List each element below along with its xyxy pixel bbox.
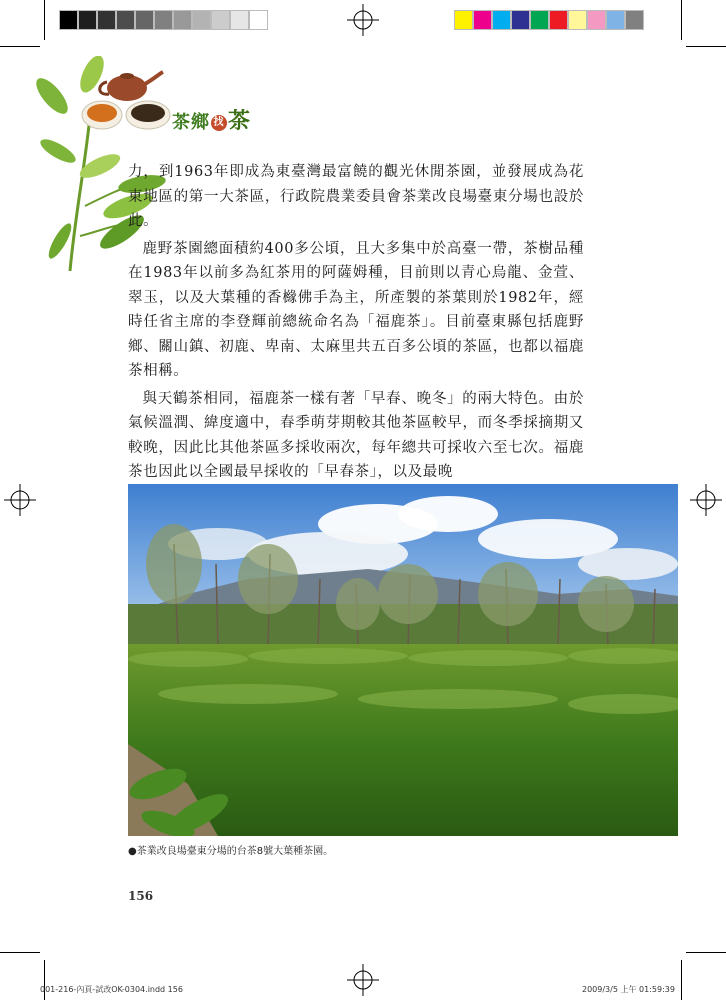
registration-mark-icon — [347, 964, 379, 996]
color-swatch — [230, 10, 249, 30]
color-swatch — [211, 10, 230, 30]
color-swatch — [192, 10, 211, 30]
color-swatch — [249, 10, 268, 30]
color-swatch — [78, 10, 97, 30]
color-swatch — [97, 10, 116, 30]
color-swatch — [116, 10, 135, 30]
registration-mark-icon — [4, 484, 36, 516]
registration-mark-icon — [347, 4, 379, 36]
crop-mark — [686, 952, 726, 953]
paragraph: 鹿野茶園總面積約400多公頃，且大多集中於高臺一帶，茶樹品種在1983年以前多為紅茶用的阿薩姆種，目前則以青心烏龍、金萱、翠玉，以及大葉種的香櫞佛手為主，所產製的茶葉則於1982年，經時任省主席的李登輝前總統命名為「福鹿茶」。目前臺東縣包括鹿野鄉、關山鎮、初鹿、卑南、太麻里共五百多公頃的茶區，也都以福鹿茶相稱。 — [128, 240, 584, 379]
crop-mark — [0, 46, 40, 47]
color-swatch — [530, 10, 549, 30]
process-color-bar — [454, 10, 644, 30]
header-badge: 找 — [211, 115, 227, 131]
color-swatch — [549, 10, 568, 30]
page-number: 156 — [128, 889, 154, 903]
color-swatch — [606, 10, 625, 30]
article-body — [128, 160, 584, 488]
registration-mark-icon — [690, 484, 722, 516]
color-swatch — [625, 10, 644, 30]
color-swatch — [173, 10, 192, 30]
chapter-header — [172, 104, 251, 135]
slug-file: 001-216-內頁-試改OK-0304.indd 156 — [40, 985, 183, 994]
paragraph: 與天鶴茶相同，福鹿茶一樣有著「早春、晚冬」的兩大特色。由於氣候溫潤、緯度適中，春季萌芽期較其他茶區較早，而冬季採摘期又較晚，因此比其他茶區多採收兩次，每年總共可採收六至七次。福鹿茶也因此以全國最早採收的「早春茶」，以及最晚 — [128, 390, 584, 480]
gray-color-bar — [59, 10, 268, 30]
header-prefix: 茶鄉 — [172, 112, 210, 133]
color-swatch — [511, 10, 530, 30]
color-swatch — [568, 10, 587, 30]
color-swatch — [473, 10, 492, 30]
color-swatch — [154, 10, 173, 30]
color-swatch — [59, 10, 78, 30]
photo-caption: ●茶業改良場臺東分場的台茶8號大葉種茶園。 — [128, 846, 334, 857]
color-swatch — [135, 10, 154, 30]
tea-garden-photo — [128, 484, 678, 836]
slug-datetime: 2009/3/5 上午 01:59:39 — [582, 985, 675, 994]
header-suffix: 茶 — [228, 108, 252, 134]
color-swatch — [492, 10, 511, 30]
crop-mark — [0, 952, 40, 953]
crop-mark — [44, 0, 45, 40]
color-swatch — [587, 10, 606, 30]
color-swatch — [454, 10, 473, 30]
paragraph: 力，到1963年即成為東臺灣最富饒的觀光休閒茶園，並發展成為花東地區的第一大茶區，行政院農業委員會茶業改良場臺東分場也設於此。 — [128, 164, 584, 229]
crop-mark — [681, 0, 682, 40]
tea-cups-icon — [80, 98, 175, 132]
crop-mark — [681, 960, 682, 1000]
crop-mark — [686, 46, 726, 47]
